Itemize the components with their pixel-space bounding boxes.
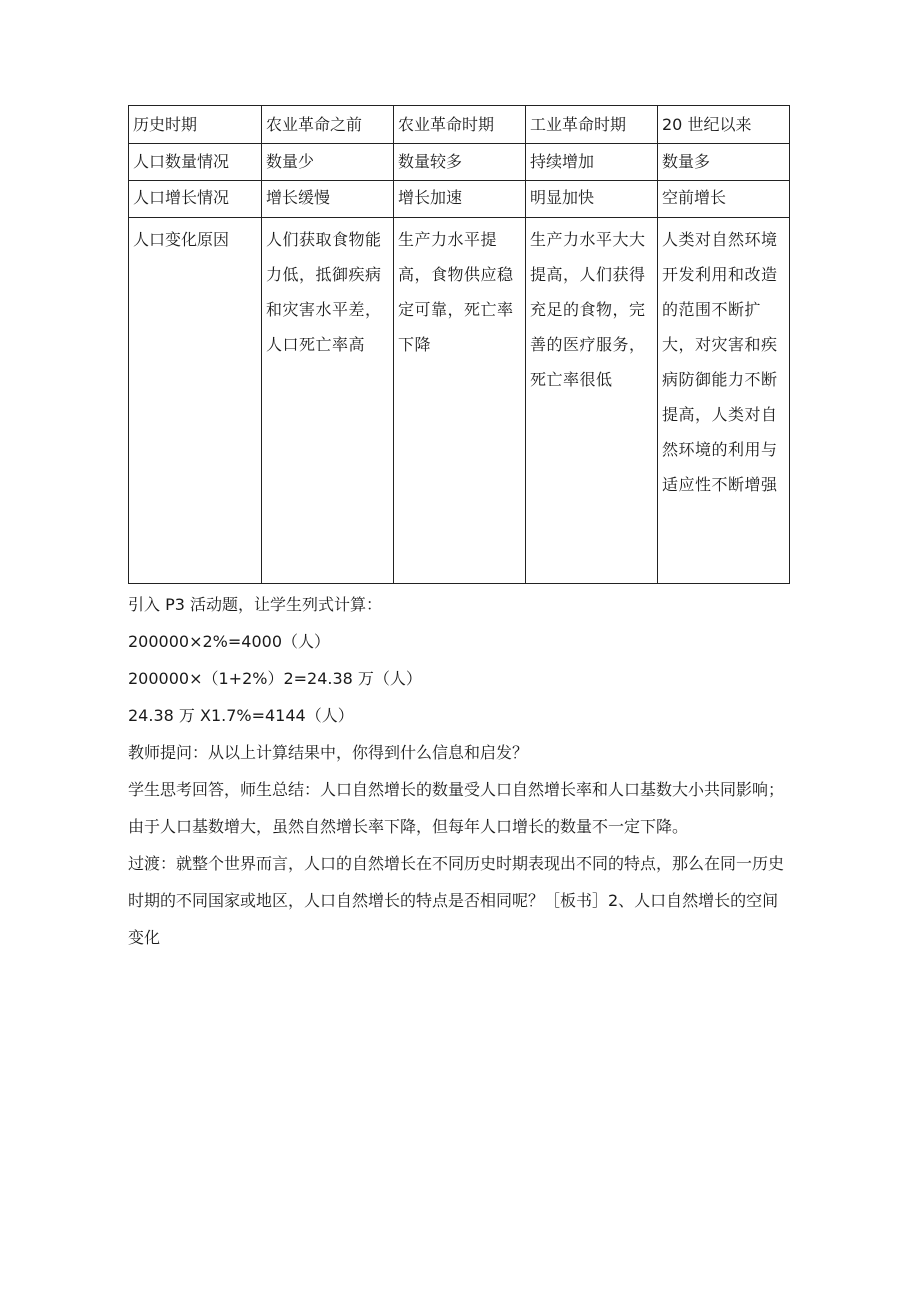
table-cell: 数量少 bbox=[262, 144, 394, 181]
paragraph: 200000×2%=4000（人） bbox=[128, 632, 330, 651]
body-text bbox=[128, 586, 793, 956]
table-cell: 人们获取食物能力低，抵御疾病和灾害水平差，人口死亡率高 bbox=[262, 218, 394, 584]
paragraph: 引入 P3 活动题，让学生列式计算： bbox=[128, 595, 383, 614]
table-row bbox=[129, 218, 790, 584]
table-cell: 历史时期 bbox=[129, 106, 262, 144]
paragraph: 学生思考回答，师生总结：人口自然增长的数量受人口自然增长率和人口基数大小共同影响；由于人口基数增大，虽然自然增长率下降，但每年人口增长的数量不一定下降。 bbox=[128, 780, 785, 836]
table-cell: 增长缓慢 bbox=[262, 181, 394, 218]
table-row bbox=[129, 144, 790, 181]
table-cell: 农业革命时期 bbox=[394, 106, 526, 144]
paragraph: 24.38 万 X1.7%=4144（人） bbox=[128, 706, 354, 725]
table-cell: 明显加快 bbox=[526, 181, 658, 218]
table-cell: 人口数量情况 bbox=[129, 144, 262, 181]
table-cell: 生产力水平大大提高，人们获得充足的食物，完善的医疗服务，死亡率很低 bbox=[526, 218, 658, 584]
table-cell: 持续增加 bbox=[526, 144, 658, 181]
table-cell: 生产力水平提高，食物供应稳定可靠，死亡率下降 bbox=[394, 218, 526, 584]
table-cell: 人口变化原因 bbox=[129, 218, 262, 584]
table-cell: 20 世纪以来 bbox=[658, 106, 790, 144]
table-cell: 数量多 bbox=[658, 144, 790, 181]
paragraph: 过渡：就整个世界而言，人口的自然增长在不同历史时期表现出不同的特点，那么在同一历史时期的不同国家或地区，人口自然增长的特点是否相同呢？［板书］2、人口自然增长的空间变化 bbox=[128, 854, 785, 947]
population-history-table bbox=[128, 105, 790, 584]
table-cell: 增长加速 bbox=[394, 181, 526, 218]
table-cell: 工业革命时期 bbox=[526, 106, 658, 144]
paragraph: 教师提问：从以上计算结果中，你得到什么信息和启发？ bbox=[128, 743, 529, 762]
table-cell: 人口增长情况 bbox=[129, 181, 262, 218]
table-cell: 农业革命之前 bbox=[262, 106, 394, 144]
table-cell: 人类对自然环境开发利用和改造的范围不断扩大，对灾害和疾病防御能力不断提高，人类对自然环境的利用与适应性不断增强 bbox=[658, 218, 790, 584]
table-header-row bbox=[129, 106, 790, 144]
paragraph: 200000×（1+2%）2=24.38 万（人） bbox=[128, 669, 422, 688]
table-row bbox=[129, 181, 790, 218]
table-cell: 数量较多 bbox=[394, 144, 526, 181]
table-cell: 空前增长 bbox=[658, 181, 790, 218]
